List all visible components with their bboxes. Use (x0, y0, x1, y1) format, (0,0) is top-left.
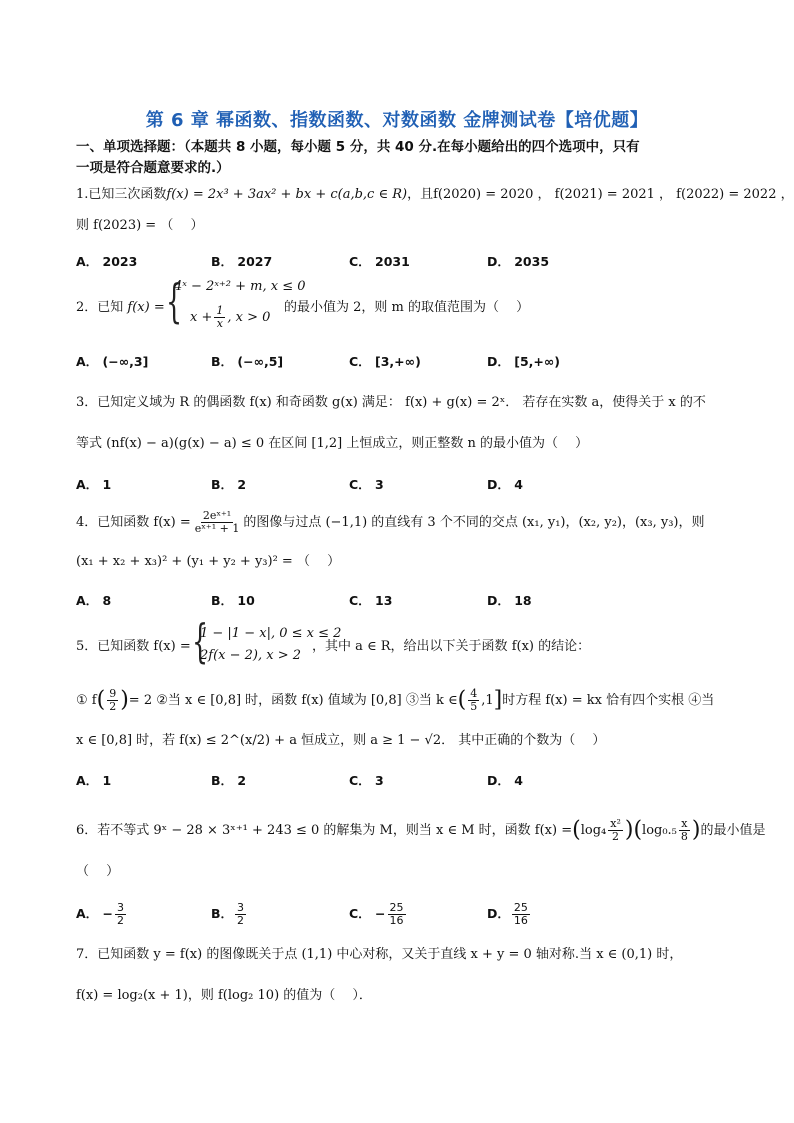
q6-option-a[interactable]: A． − $\frac{3}{2}$ (76, 901, 124, 927)
question-1-stem-line2: 则 f(2023) = （ ） (76, 218, 204, 233)
q1-option-b[interactable]: B． 2027 (211, 254, 273, 269)
q1-option-a[interactable]: A． 2023 (76, 254, 138, 269)
q3-option-d[interactable]: D． 4 (487, 477, 523, 492)
q2-option-b[interactable]: B． (−∞,5] (211, 354, 284, 369)
q3-option-b[interactable]: B． 2 (211, 477, 247, 492)
section-heading-line1: 一、单项选择题：（本题共 8 小题，每小题 5 分，共 40 分.在每小题给出的四个选项中，只有 (76, 139, 640, 155)
brace-icon: { (192, 614, 209, 668)
q6-option-c[interactable]: C． − $\frac{25}{16}$ (349, 901, 404, 927)
q5-case-1: 1 − |1 − x|, 0 ≤ x ≤ 2 (200, 626, 342, 641)
q4-option-d[interactable]: D． 18 (487, 593, 532, 608)
q2-case-2: x + $\frac{1}{x}$ , x > 0 (190, 304, 271, 330)
question-2-suffix: 的最小值为 2，则 m 的取值范围为（ ） (284, 300, 530, 315)
question-3-stem-line2: 等式 (nf(x) − a)(g(x) − a) ≤ 0 在区间 [1,2] 上恒成立，则正整数 n 的最小值为（ ） (76, 436, 589, 451)
question-2-prefix: 2．已知 f(x) = (76, 300, 165, 315)
q3-option-a[interactable]: A． 1 (76, 477, 112, 492)
q2-option-d[interactable]: D． [5,+∞) (487, 354, 560, 369)
q5-option-a[interactable]: A． 1 (76, 773, 112, 788)
q2-case-1: 4ˣ − 2ˣ⁺² + m, x ≤ 0 (174, 279, 306, 294)
question-5-suffix: ，其中 a ∈ R，给出以下关于函数 f(x) 的结论： (312, 639, 591, 654)
question-5-statements: ① f( $\frac{9}{2}$ )= 2 ②当 x ∈ [0,8] 时，函数 f(x) 值域为 [0,8] ③当 k ∈( $\frac{4}{5}$ ,1]时方程 f(x) = kx 恰有四个实根 ④当 (76, 687, 715, 713)
q3-option-c[interactable]: C． 3 (349, 477, 384, 492)
q2-option-a[interactable]: A． (−∞,3] (76, 354, 149, 369)
section-heading-line2: 一项是符合题意要求的.） (76, 160, 230, 176)
q5-case-2: 2f(x − 2), x > 2 (200, 648, 302, 663)
question-3-stem: 3．已知定义域为 R 的偶函数 f(x) 和奇函数 g(x) 满足： f(x) + g(x) = 2ˣ． 若存在实数 a，使得关于 x 的不 (76, 395, 706, 410)
q1-option-d[interactable]: D． 2035 (487, 254, 550, 269)
q4-option-c[interactable]: C． 13 (349, 593, 393, 608)
q5-option-c[interactable]: C． 3 (349, 773, 384, 788)
question-4-stem: 4．已知函数 f(x) = $\frac{\text{2eˣ⁺¹}}{\text{eˣ⁺¹ + 1}}$ 的图像与过点 (−1,1) 的直线有 3 个不同的交点 (x₁, y₁)，(x₂, y₂)，(x₃, y₃)，则 (76, 509, 705, 535)
q6-option-d[interactable]: D． $\frac{25}{16}$ (487, 901, 528, 927)
question-6-stem: 6．若不等式 9ˣ − 28 × 3ˣ⁺¹ + 243 ≤ 0 的解集为 M，则当 x ∈ M 时，函数 f(x) =(log₄ $\frac{\text{x²}}{2}$ )(log₀.₅ $\frac{x}{8}$ )的最小值是 (76, 817, 766, 843)
q5-option-d[interactable]: D． 4 (487, 773, 523, 788)
question-6-stem-line2: （ ） (76, 864, 120, 879)
question-1-stem: 1.已知三次函数f(x) = 2x³ + 3ax² + bx + c(a,b,c ∈ R)，且f(2020) = 2020 ， f(2021) = 2021 ， f(2022) = 2022 ， (76, 187, 794, 202)
brace-icon: { (166, 274, 183, 328)
question-5-stem-line3: x ∈ [0,8] 时，若 f(x) ≤ 2^(x/2) + a 恒成立，则 a ≥ 1 − √2． 其中正确的个数为（ ） (76, 733, 606, 748)
page-title: 第 6 章 幂函数、指数函数、对数函数 金牌测试卷【培优题】 (145, 110, 649, 131)
q6-option-b[interactable]: B． $\frac{3}{2}$ (211, 901, 245, 927)
question-4-stem-line2: (x₁ + x₂ + x₃)² + (y₁ + y₂ + y₃)² = （ ） (76, 554, 341, 569)
q1-option-c[interactable]: C． 2031 (349, 254, 410, 269)
q5-option-b[interactable]: B． 2 (211, 773, 247, 788)
q2-option-c[interactable]: C． [3,+∞) (349, 354, 421, 369)
q4-option-b[interactable]: B． 10 (211, 593, 255, 608)
q4-option-a[interactable]: A． 8 (76, 593, 112, 608)
question-5-prefix: 5．已知函数 f(x) = (76, 639, 191, 654)
question-7-stem-line2: f(x) = log₂(x + 1)，则 f(log₂ 10) 的值为（ ）． (76, 988, 372, 1003)
question-7-stem: 7．已知函数 y = f(x) 的图像既关于点 (1,1) 中心对称，又关于直线 x + y = 0 轴对称.当 x ∈ (0,1) 时， (76, 947, 683, 962)
